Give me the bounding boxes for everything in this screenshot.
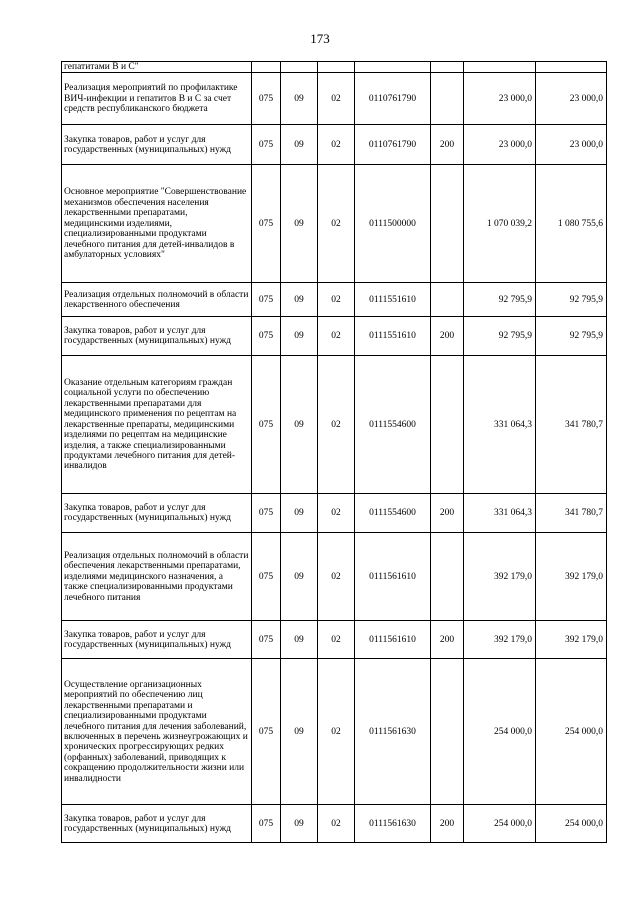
cell-sum-year2 bbox=[536, 62, 607, 73]
cell-target-article: 0111554600 bbox=[355, 356, 431, 494]
cell-sum-year2: 23 000,0 bbox=[536, 125, 607, 165]
cell-subsection: 02 bbox=[318, 659, 355, 805]
cell-section: 09 bbox=[281, 659, 318, 805]
cell-sum-year1: 331 064,3 bbox=[464, 356, 536, 494]
cell-subsection: 02 bbox=[318, 356, 355, 494]
table-row bbox=[62, 805, 607, 843]
cell-name: Основное мероприятие "Совершенствование механизмов обеспечения населения лекарственными препаратами, медицинскими изделиями, специализированными продуктами лечебного питания для детей-инвалидов в амбулаторных условиях" bbox=[62, 165, 252, 283]
cell-target-article: 0111561630 bbox=[355, 805, 431, 843]
cell-subsection: 02 bbox=[318, 805, 355, 843]
cell-subsection: 02 bbox=[318, 621, 355, 659]
cell-sum-year1: 23 000,0 bbox=[464, 73, 536, 125]
cell-sum-year1: 1 070 039,2 bbox=[464, 165, 536, 283]
cell-sum-year2: 1 080 755,6 bbox=[536, 165, 607, 283]
cell-target-article: 0111561630 bbox=[355, 659, 431, 805]
cell-expense-type: 200 bbox=[431, 805, 464, 843]
table-row bbox=[62, 621, 607, 659]
cell-grbs: 075 bbox=[252, 125, 281, 165]
budget-table bbox=[61, 61, 607, 843]
cell-grbs: 075 bbox=[252, 621, 281, 659]
table-row bbox=[62, 659, 607, 805]
cell-name: Закупка товаров, работ и услуг для государственных (муниципальных) нужд bbox=[62, 494, 252, 533]
cell-expense-type bbox=[431, 165, 464, 283]
cell-section: 09 bbox=[281, 73, 318, 125]
cell-expense-type: 200 bbox=[431, 621, 464, 659]
cell-section: 09 bbox=[281, 356, 318, 494]
cell-name: Оказание отдельным категориям граждан социальной услуги по обеспечению лекарственными препаратами для медицинского применения по рецептам на лекарственные препараты, медицинскими изделиями по рецептам на медицинские изделия, а также специализированными продуктами лечебного питания для детей-инвалидов bbox=[62, 356, 252, 494]
cell-expense-type bbox=[431, 73, 464, 125]
cell-expense-type: 200 bbox=[431, 125, 464, 165]
cell-sum-year2: 92 795,9 bbox=[536, 317, 607, 356]
cell-section: 09 bbox=[281, 805, 318, 843]
cell-target-article: 0111551610 bbox=[355, 283, 431, 317]
cell-sum-year2: 341 780,7 bbox=[536, 356, 607, 494]
cell-expense-type bbox=[431, 283, 464, 317]
table-row bbox=[62, 125, 607, 165]
cell-target-article: 0111500000 bbox=[355, 165, 431, 283]
cell-section: 09 bbox=[281, 621, 318, 659]
cell-sum-year2: 392 179,0 bbox=[536, 533, 607, 621]
cell-name: Закупка товаров, работ и услуг для государственных (муниципальных) нужд bbox=[62, 621, 252, 659]
cell-grbs: 075 bbox=[252, 283, 281, 317]
cell-grbs: 075 bbox=[252, 356, 281, 494]
budget-table-body bbox=[62, 62, 607, 843]
table-row bbox=[62, 494, 607, 533]
page-number: 173 bbox=[310, 31, 330, 46]
cell-sum-year2: 341 780,7 bbox=[536, 494, 607, 533]
cell-subsection: 02 bbox=[318, 533, 355, 621]
cell-subsection: 02 bbox=[318, 125, 355, 165]
cell-sum-year1: 392 179,0 bbox=[464, 621, 536, 659]
cell-target-article: 0111561610 bbox=[355, 533, 431, 621]
cell-section: 09 bbox=[281, 533, 318, 621]
cell-name: Реализация отдельных полномочий в области лекарственного обеспечения bbox=[62, 283, 252, 317]
cell-expense-type bbox=[431, 356, 464, 494]
cell-name: Реализация мероприятий по профилактике ВИЧ-инфекции и гепатитов В и С за счет средств республиканского бюджета bbox=[62, 73, 252, 125]
table-row bbox=[62, 283, 607, 317]
cell-grbs: 075 bbox=[252, 659, 281, 805]
cell-section: 09 bbox=[281, 283, 318, 317]
cell-name: гепатитами В и С" bbox=[62, 62, 252, 73]
cell-sum-year1: 254 000,0 bbox=[464, 805, 536, 843]
cell-target-article bbox=[355, 62, 431, 73]
cell-sum-year2: 92 795,9 bbox=[536, 283, 607, 317]
cell-grbs: 075 bbox=[252, 73, 281, 125]
cell-grbs: 075 bbox=[252, 165, 281, 283]
cell-subsection: 02 bbox=[318, 283, 355, 317]
cell-name: Осуществление организационных мероприятий по обеспечению лиц лекарственными препаратами и специализированными продуктами лечебного питания для лечения заболеваний, включенных в перечень жизнеугрожающих и хронических прогрессирующих редких (орфанных) заболеваний, приводящих к сокращению продолжительности жизни или инвалидности bbox=[62, 659, 252, 805]
cell-section: 09 bbox=[281, 494, 318, 533]
cell-grbs bbox=[252, 62, 281, 73]
cell-grbs: 075 bbox=[252, 805, 281, 843]
cell-sum-year1: 92 795,9 bbox=[464, 317, 536, 356]
cell-sum-year2: 392 179,0 bbox=[536, 621, 607, 659]
cell-expense-type bbox=[431, 533, 464, 621]
cell-name: Закупка товаров, работ и услуг для государственных (муниципальных) нужд bbox=[62, 125, 252, 165]
cell-section: 09 bbox=[281, 125, 318, 165]
cell-subsection bbox=[318, 62, 355, 73]
table-row bbox=[62, 356, 607, 494]
cell-sum-year1: 23 000,0 bbox=[464, 125, 536, 165]
cell-target-article: 0111561610 bbox=[355, 621, 431, 659]
cell-target-article: 0111554600 bbox=[355, 494, 431, 533]
cell-grbs: 075 bbox=[252, 317, 281, 356]
cell-subsection: 02 bbox=[318, 165, 355, 283]
cell-subsection: 02 bbox=[318, 73, 355, 125]
cell-sum-year1: 392 179,0 bbox=[464, 533, 536, 621]
cell-sum-year1: 92 795,9 bbox=[464, 283, 536, 317]
cell-expense-type: 200 bbox=[431, 494, 464, 533]
cell-grbs: 075 bbox=[252, 533, 281, 621]
cell-sum-year1 bbox=[464, 62, 536, 73]
cell-sum-year1: 254 000,0 bbox=[464, 659, 536, 805]
cell-sum-year2: 254 000,0 bbox=[536, 659, 607, 805]
table-row bbox=[62, 73, 607, 125]
table-row bbox=[62, 533, 607, 621]
cell-name: Закупка товаров, работ и услуг для государственных (муниципальных) нужд bbox=[62, 805, 252, 843]
cell-section bbox=[281, 62, 318, 73]
cell-sum-year1: 331 064,3 bbox=[464, 494, 536, 533]
cell-section: 09 bbox=[281, 165, 318, 283]
cell-target-article: 0110761790 bbox=[355, 73, 431, 125]
cell-expense-type bbox=[431, 659, 464, 805]
cell-subsection: 02 bbox=[318, 317, 355, 356]
cell-target-article: 0111551610 bbox=[355, 317, 431, 356]
cell-sum-year2: 23 000,0 bbox=[536, 73, 607, 125]
cell-sum-year2: 254 000,0 bbox=[536, 805, 607, 843]
cell-name: Реализация отдельных полномочий в области обеспечения лекарственными препаратами, изделиями медицинского назначения, а также специализированными продуктами лечебного питания bbox=[62, 533, 252, 621]
cell-section: 09 bbox=[281, 317, 318, 356]
table-row bbox=[62, 165, 607, 283]
cell-grbs: 075 bbox=[252, 494, 281, 533]
table-row bbox=[62, 62, 607, 73]
table-row bbox=[62, 317, 607, 356]
cell-expense-type: 200 bbox=[431, 317, 464, 356]
cell-expense-type bbox=[431, 62, 464, 73]
cell-name: Закупка товаров, работ и услуг для государственных (муниципальных) нужд bbox=[62, 317, 252, 356]
cell-target-article: 0110761790 bbox=[355, 125, 431, 165]
cell-subsection: 02 bbox=[318, 494, 355, 533]
